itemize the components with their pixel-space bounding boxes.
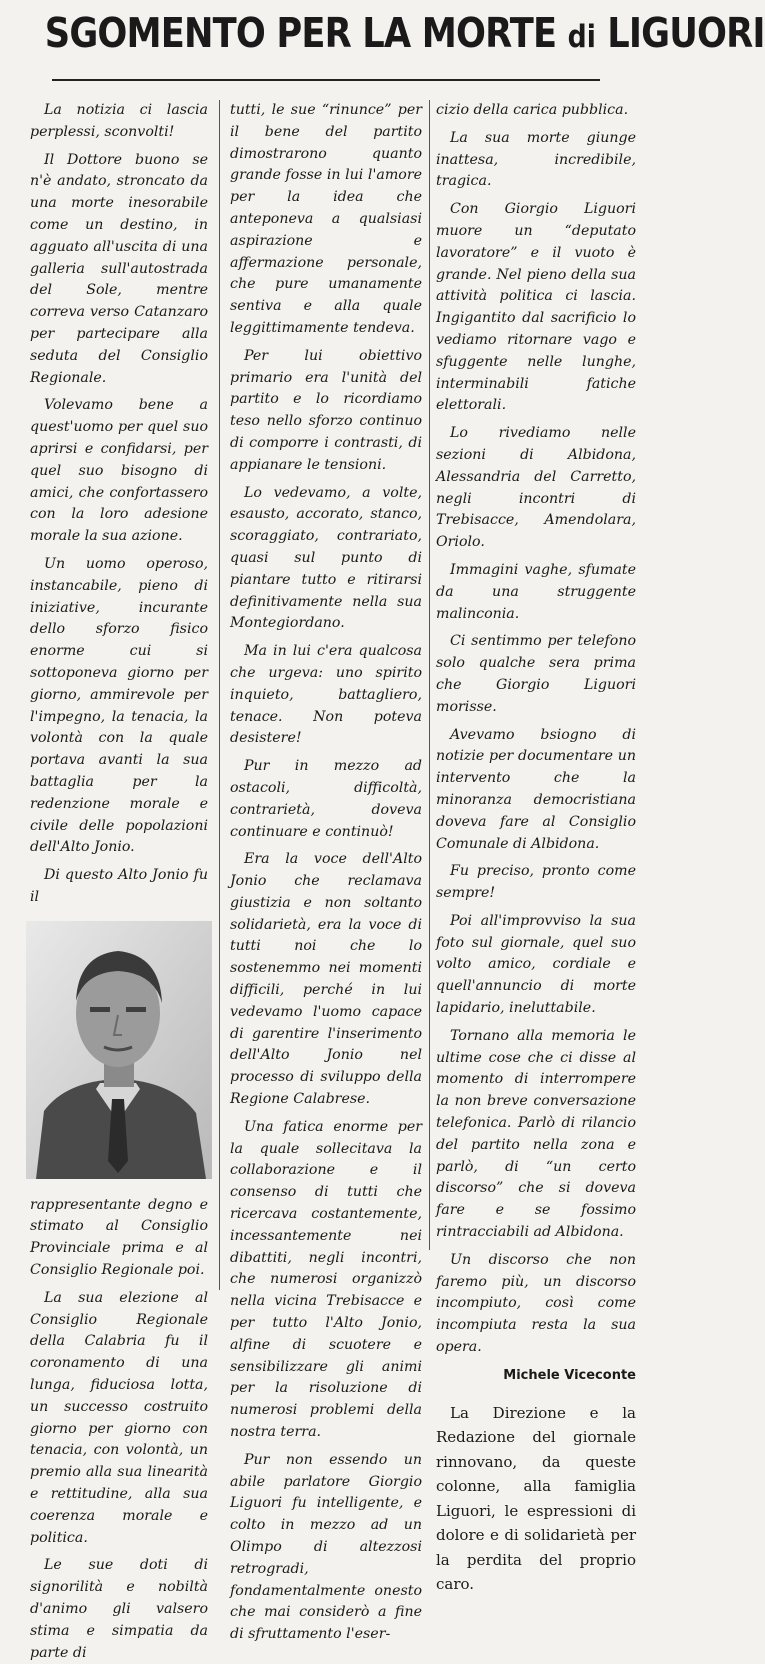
paragraph: Ma in lui c'era qualcosa che urgeva: uno spirito inquieto, battagliero, tenace. Non poteva desistere! xyxy=(230,643,422,747)
portrait-photo xyxy=(26,921,212,1179)
column-separator-2 xyxy=(429,100,430,1250)
article-column-1 xyxy=(30,100,208,1661)
paragraph: Volevamo bene a quest'uomo per quel suo aprirsi e confidarsi, per quel suo bisogno di amici, che confortassero con la loro adesione morale la sua azione. xyxy=(30,397,208,545)
author-signature: Michele Viceconte xyxy=(503,1367,636,1383)
headline-part-2: di xyxy=(567,19,596,55)
paragraph: Poi all'improvviso la sua foto sul giornale, quel suo volto amico, cordiale e quell'annuncio di morte lapidario, ineluttabile. xyxy=(436,912,636,1017)
paragraph: Avevamo bsiogno di notizie per documentare un intervento che la minoranza democristiana doveva fare al Consiglio Comunale di Albidona. xyxy=(436,726,636,852)
paragraph: rappresentante degno e stimato al Consiglio Provinciale prima e al Consiglio Regionale poi. xyxy=(30,1196,208,1279)
paragraph: Di questo Alto Jonio fu il xyxy=(30,867,208,905)
paragraph: La sua elezione al Consiglio Regionale della Calabria fu il coronamento di una lunga, fiduciosa lotta, un successo costruito giorno per giorno con tenacia, con volontà, un premio alla sua linearità e rettitudine, alla sua coerenza morale e politica. xyxy=(30,1289,208,1546)
paragraph: Tornano alla memoria le ultime cose che ci disse al momento di interrompere la non breve conversazione telefonica. Parlò di rilancio del partito nella zona e parlò, di “un certo discorso” che si doveva fare e se fossimo rintracciabili ad Albidona. xyxy=(436,1027,636,1241)
editorial-notice: La Direzione e la Redazione del giornale rinnovano, da queste colonne, alla famiglia Liguori, le espressioni di dolore e di solidarietà per la perdita del proprio caro. xyxy=(436,1403,636,1594)
headline-part-1: SGOMENTO PER LA MORTE xyxy=(44,9,557,57)
paragraph: Le sue doti di signorilità e nobiltà d'animo gli valsero stima e simpatia da parte di xyxy=(30,1557,208,1661)
paragraph: Lo rivediamo nelle sezioni di Albidona, Alessandria del Carretto, negli incontri di Trebisacce, Amendolara, Oriolo. xyxy=(436,425,636,551)
paragraph: Un discorso che non faremo più, un discorso incompiuto, così come incompiuta resta la sua opera. xyxy=(436,1251,636,1356)
paragraph: Era la voce dell'Alto Jonio che reclamava giustizia e non soltanto solidarietà, era la voce di tutti noi che lo sostenemmo nei momenti difficili, perché in lui vedevamo l'uomo capace di garentire l'inserimento dell'Alto Jonio nel processo di sviluppo della Regione Calabrese. xyxy=(230,851,422,1108)
paragraph: La notizia ci lascia perplessi, sconvolti! xyxy=(30,102,208,140)
headline-rule xyxy=(52,79,600,81)
paragraph: Ci sentimmo per telefono solo qualche sera prima che Giorgio Liguori morisse. xyxy=(436,633,636,715)
portrait-image xyxy=(26,921,212,1179)
article-column-3 xyxy=(436,100,636,1594)
paragraph: Pur non essendo un abile parlatore Giorgio Liguori fu intelligente, e colto in mezzo ad un Olimpo di altezzosi retrogradi, fondamentalmente onesto che mai considerò a fine di sfruttamento l'eser- xyxy=(230,1451,422,1643)
headline xyxy=(44,4,765,66)
paragraph: Fu preciso, pronto come sempre! xyxy=(436,863,636,902)
column-separator-1 xyxy=(219,100,220,1290)
paragraph: Il Dottore buono se n'è andato, stroncato da una morte inesorabile come un destino, in agguato all'uscita di una galleria sull'autostrada del Sole, mentre correva verso Catanzaro per partecipare alla seduta del Consiglio Regionale. xyxy=(30,151,208,386)
paragraph: Una fatica enorme per la quale sollecitava la collaborazione e il consenso di tutti che ricercava costantemente, incessantemente nei dibattiti, negli incontri, che numerosi organizzò nella vicina Trebisacce e per tutto l'Alto Jonio, alfine di scuotere e sensibilizzare gli animi per la risoluzione di numerosi problemi della nostra terra. xyxy=(230,1118,422,1441)
paragraph: Pur in mezzo ad ostacoli, difficoltà, contrarietà, doveva continuare e continuò! xyxy=(230,758,422,840)
paragraph: cizio della carica pubblica. xyxy=(436,102,629,118)
paragraph: Lo vedevamo, a volte, esausto, accorato, stanco, scoraggiato, contrariato, quasi sul punto di piantare tutto e ritirarsi definitivamente nella sua Montegiordano. xyxy=(230,484,422,632)
article-column-2 xyxy=(230,100,422,1643)
paragraph: Un uomo operoso, instancabile, pieno di iniziative, incurante dello sforzo fisico enorme cui si sottoponeva giorno per giorno, ammirevole per l'impegno, la tenacia, la volontà con la quale portava avanti la sua battaglia per la redenzione morale e civile delle popolazioni dell'Alto Jonio. xyxy=(30,555,208,856)
paragraph: Per lui obiettivo primario era l'unità del partito e lo ricordiamo teso nello sforzo continuo di comporre i contrasti, di appianare le tensioni. xyxy=(230,347,422,473)
paragraph: tutti, le sue “rinunce” per il bene del partito dimostrarono quanto grande fosse in lui l'amore per la idea che anteponeva a qualsiasi aspirazione e affermazione personale, che pure umanamente sentiva e alla quale leggittimamente tendeva. xyxy=(230,102,422,336)
paragraph: Con Giorgio Liguori muore un “deputato lavoratore” e il vuoto è grande. Nel pieno della sua attività politica ci lascia. Ingigantito dal sacrificio lo vediamo ritornare vago e sfuggente nelle lunghe, interminabili fatiche elettorali. xyxy=(436,201,636,414)
paragraph: Immagini vaghe, sfumate da una struggente malinconia. xyxy=(436,561,636,622)
paragraph: La sua morte giunge inattesa, incredibile, tragica. xyxy=(436,129,636,190)
headline-part-3: LIGUORI xyxy=(607,9,765,57)
